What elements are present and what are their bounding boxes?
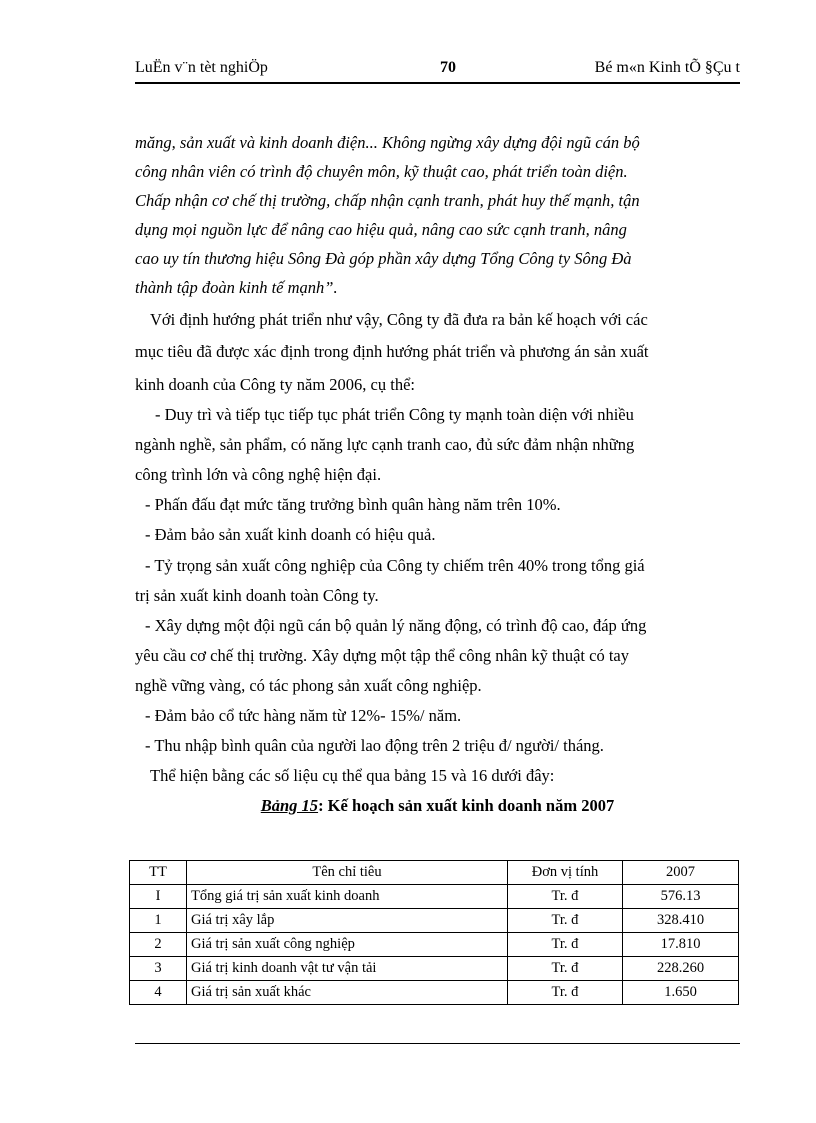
footer-divider xyxy=(135,1043,740,1044)
table-title-text: : Kế hoạch sản xuất kinh doanh năm 2007 xyxy=(318,796,615,815)
body-line: Với định hướng phát triển như vậy, Công ty đã đưa ra bản kế hoạch với các xyxy=(150,310,648,329)
table-cell: 328.410 xyxy=(623,909,739,933)
bullet-item: - Đảm bảo cổ tức hàng năm từ 12%- 15%/ năm. xyxy=(145,706,462,725)
body-line: mục tiêu đã được xác định trong định hướng phát triển và phương án sản xuất xyxy=(135,342,649,361)
bullet-item: - Đảm bảo sản xuất kinh doanh có hiệu quả. xyxy=(145,525,436,544)
table-row xyxy=(130,885,739,909)
table-cell: 3 xyxy=(130,957,187,981)
table-cell: Giá trị xây lắp xyxy=(187,909,508,933)
header-cell: TT xyxy=(130,861,187,885)
table-cell: Tr. đ xyxy=(508,909,623,933)
body-line: trị sản xuất kinh doanh toàn Công ty. xyxy=(135,586,379,605)
table-row xyxy=(130,933,739,957)
table-row xyxy=(130,981,739,1005)
table-cell: 1.650 xyxy=(623,981,739,1005)
body-line: cao uy tín thương hiệu Sông Đà góp phần xây dựng Tổng Công ty Sông Đà xyxy=(135,249,632,268)
table-cell: Tr. đ xyxy=(508,981,623,1005)
table-cell: 17.810 xyxy=(623,933,739,957)
table-row xyxy=(130,909,739,933)
table-cell: Tr. đ xyxy=(508,933,623,957)
bullet-item: - Duy trì và tiếp tục tiếp tục phát triển Công ty mạnh toàn diện với nhiều xyxy=(155,405,634,424)
header-cell: Đơn vị tính xyxy=(508,861,623,885)
header-thesis-label: LuËn v¨n tèt nghiÖp xyxy=(135,59,268,76)
bullet-item: - Xây dựng một đội ngũ cán bộ quản lý năng động, có trình độ cao, đáp ứng xyxy=(145,616,647,635)
body-line: Thể hiện bằng các số liệu cụ thể qua bảng 15 và 16 dưới đây: xyxy=(150,766,555,785)
table-cell: Giá trị sản xuất công nghiệp xyxy=(187,933,508,957)
bullet-item: - Phấn đấu đạt mức tăng trưởng bình quân hàng năm trên 10%. xyxy=(145,495,561,514)
body-line: thành tập đoàn kinh tế mạnh”. xyxy=(135,278,338,297)
body-line: nghề vững vàng, có tác phong sản xuất công nghiệp. xyxy=(135,676,482,695)
header-department-label: Bé m«n Kinh tÕ §Çu t xyxy=(594,59,740,76)
body-line: măng, sản xuất và kinh doanh điện... Không ngừng xây dựng đội ngũ cán bộ xyxy=(135,133,640,152)
table-title-label: Bảng 15 xyxy=(260,796,319,815)
table-cell: Tr. đ xyxy=(508,885,623,909)
table-cell: Giá trị sản xuất khác xyxy=(187,981,508,1005)
body-line: kinh doanh của Công ty năm 2006, cụ thể: xyxy=(135,375,415,394)
page-number: 70 xyxy=(440,59,456,76)
body-line: ngành nghề, sản phẩm, có năng lực cạnh tranh cao, đủ sức đảm nhận những xyxy=(135,435,635,454)
bullet-item: - Thu nhập bình quân của người lao động trên 2 triệu đ/ người/ tháng. xyxy=(145,736,604,755)
body-line: yêu cầu cơ chế thị trường. Xây dựng một tập thể công nhân kỹ thuật có tay xyxy=(135,646,629,665)
table-cell: 228.260 xyxy=(623,957,739,981)
table-title xyxy=(135,796,740,816)
table-cell: Tr. đ xyxy=(508,957,623,981)
body-line: công nhân viên có trình độ chuyên môn, kỹ thuật cao, phát triển toàn diện. xyxy=(135,162,628,181)
table-header-row xyxy=(130,861,739,885)
bullet-item: - Tỷ trọng sản xuất công nghiệp của Công ty chiếm trên 40% trong tổng giá xyxy=(145,556,645,575)
page-header xyxy=(135,58,740,84)
body-line: Chấp nhận cơ chế thị trường, chấp nhận cạnh tranh, phát huy thế mạnh, tận xyxy=(135,191,640,210)
table-cell: 576.13 xyxy=(623,885,739,909)
body-line: công trình lớn và công nghệ hiện đại. xyxy=(135,465,382,484)
table-cell: 4 xyxy=(130,981,187,1005)
body-line: dụng mọi nguồn lực để nâng cao hiệu quả, nâng cao sức cạnh tranh, nâng xyxy=(135,220,627,239)
table-row xyxy=(130,957,739,981)
table-cell: I xyxy=(130,885,187,909)
header-cell: 2007 xyxy=(623,861,739,885)
table-cell: Tổng giá trị sản xuất kinh doanh xyxy=(187,885,508,909)
table-cell: 2 xyxy=(130,933,187,957)
data-table xyxy=(129,860,739,1005)
table-cell: 1 xyxy=(130,909,187,933)
table-cell: Giá trị kinh doanh vật tư vận tải xyxy=(187,957,508,981)
header-cell: Tên chỉ tiêu xyxy=(187,861,508,885)
